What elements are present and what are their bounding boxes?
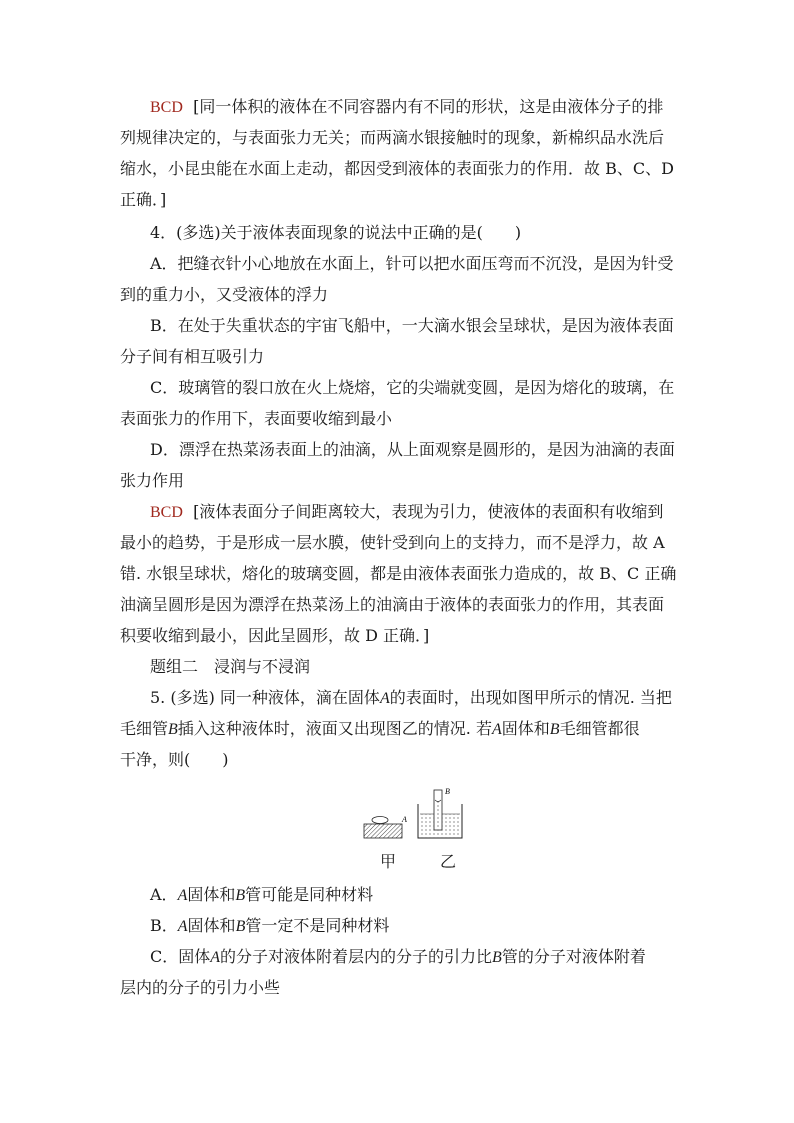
answer-label: BCD <box>150 504 183 521</box>
option-line: C．玻璃管的裂口放在火上烧熔，它的尖端就变圆，是因为熔化的玻璃，在 <box>150 378 675 397</box>
answer-line: BCD [同一体积的液体在不同容器内有不同的形状，这是由液体分子的排 <box>150 97 664 116</box>
solid-a-block <box>364 824 402 838</box>
text-line: 列规律决定的，与表面张力无关；而两滴水银接触时的现象，新棉织品水洗后 <box>120 128 665 147</box>
liquid-droplet <box>372 817 388 824</box>
question-4-stem: 4．(多选)关于液体表面现象的说法中正确的是( ) <box>150 223 522 242</box>
figure-label-yi: 乙 <box>440 852 457 871</box>
option-line: 分子间有相互吸引力 <box>120 347 265 366</box>
answer-line: BCD [液体表面分子间距离较大，表现为引力，使液体的表面积有收缩到 <box>150 502 664 521</box>
topic-heading: 题组二 浸润与不浸润 <box>150 657 311 676</box>
figure-label-jia: 甲 <box>380 852 397 871</box>
text-line: 油滴呈圆形是因为漂浮在热菜汤上的油滴由于液体的表面张力的作用，其表面 <box>120 595 665 614</box>
svg-text:B: B <box>445 787 450 796</box>
text-line: 正确．] <box>120 190 167 209</box>
option-line: A．把缝衣针小心地放在水面上，针可以把水面压弯而不沉没，是因为针受 <box>150 254 674 273</box>
option-line: 到的重力小，又受液体的浮力 <box>120 285 329 304</box>
option-line: 张力作用 <box>120 471 185 490</box>
option-line: B．在处于失重状态的宇宙飞船中，一大滴水银会呈球状，是因为液体表面 <box>150 316 674 335</box>
option-line: D．漂浮在热菜汤表面上的油滴，从上面观察是圆形的，是因为油滴的表面 <box>150 440 675 459</box>
text-line: 错. 水银呈球状，熔化的玻璃变圆，都是由液体表面张力造成的，故 B、C 正确 <box>120 564 677 583</box>
text-line: 积要收缩到最小，因此呈圆形，故 D 正确．] <box>120 626 430 645</box>
answer-label: BCD <box>150 99 183 116</box>
question-5-line: 5. (多选) 同一种液体，滴在固体A的表面时，出现如图甲所示的情况. 当把 <box>150 688 672 707</box>
option-line: C．固体A的分子对液体附着层内的分子的引力比B管的分子对液体附着 <box>150 947 646 966</box>
question-5-line: 干净，则( ) <box>120 750 229 769</box>
option-line: A．A固体和B管可能是同种材料 <box>150 885 374 904</box>
question-5-line: 毛细管B插入这种液体时，液面又出现图乙的情况. 若A固体和B毛细管都很 <box>120 719 640 738</box>
text-line: 最小的趋势，于是形成一层水膜，使针受到向上的支持力，而不是浮力，故 A <box>120 533 665 552</box>
option-line: B．A固体和B管一定不是同种材料 <box>150 916 390 935</box>
option-line: 表面张力的作用下，表面要收缩到最小 <box>120 409 393 428</box>
text-line: 缩水，小昆虫能在水面上走动，都因受到液体的表面张力的作用．故 B、C、D <box>120 159 674 178</box>
option-line: 层内的分子的引力小些 <box>120 978 281 997</box>
svg-text:A: A <box>402 815 407 824</box>
